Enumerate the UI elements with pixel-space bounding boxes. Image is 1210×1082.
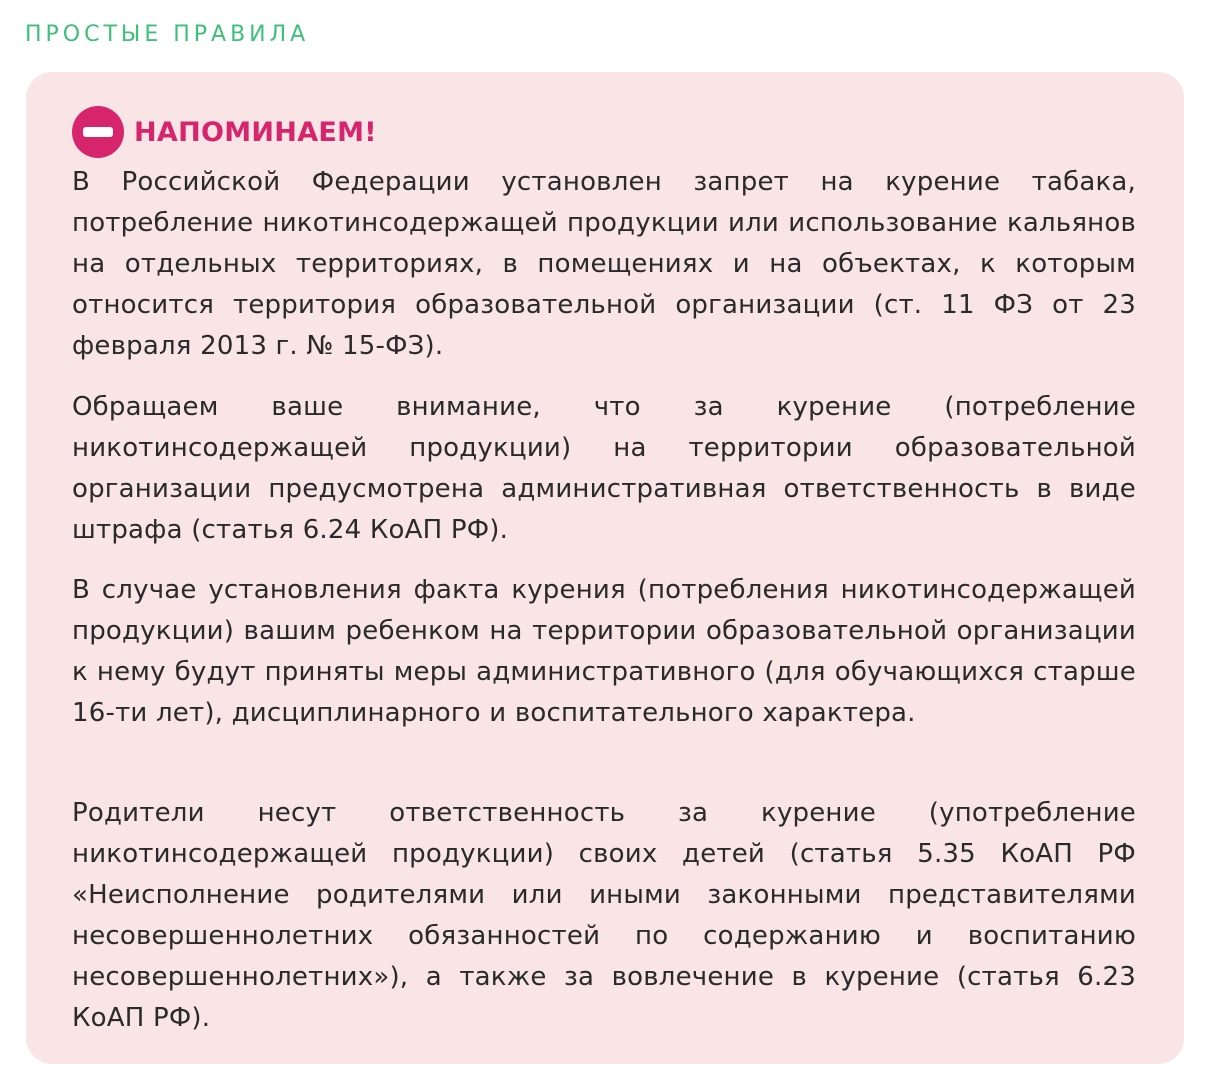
section-label: ПРОСТЫЕ ПРАВИЛА	[25, 22, 310, 47]
notice-header	[72, 106, 377, 158]
notice-title: НАПОМИНАЕМ!	[134, 116, 377, 148]
notice-card	[26, 72, 1184, 1064]
notice-paragraph-ban: В Российской Федерации установлен запрет на курение табака, потребление никотинсодержащей продукции или использование кальянов на отдельных территориях, в помещениях и на объектах, к которым относится территория образовательной организации (ст. 11 ФЗ от 23 февраля 2013 г. № 15-ФЗ).	[72, 167, 1136, 361]
minus-circle-icon	[72, 106, 124, 158]
notice-paragraph-fine: Обращаем ваше внимание, что за курение (потребление никотинсодержащей продукции) на территории образовательной организации предусмотрена административная ответственность в виде штрафа (статья 6.24 КоАП РФ).	[72, 392, 1136, 545]
notice-paragraph-measures: В случае установления факта курения (потребления никотинсодержащей продукции) вашим ребенком на территории образовательной организации к нему будут приняты меры административного (для обучающихся старше 16-ти лет), дисциплинарного и воспитательного характера.	[72, 575, 1136, 728]
notice-paragraph-parents: Родители несут ответственность за курение (употребление никотинсодержащей продукции) своих детей (статья 5.35 КоАП РФ «Неисполнение родителями или иными законными представителями несовершеннолетних обязанностей по содержанию и воспитанию несовершеннолетних»), а также за вовлечение в курение (статья 6.23 КоАП РФ).	[72, 798, 1136, 1033]
